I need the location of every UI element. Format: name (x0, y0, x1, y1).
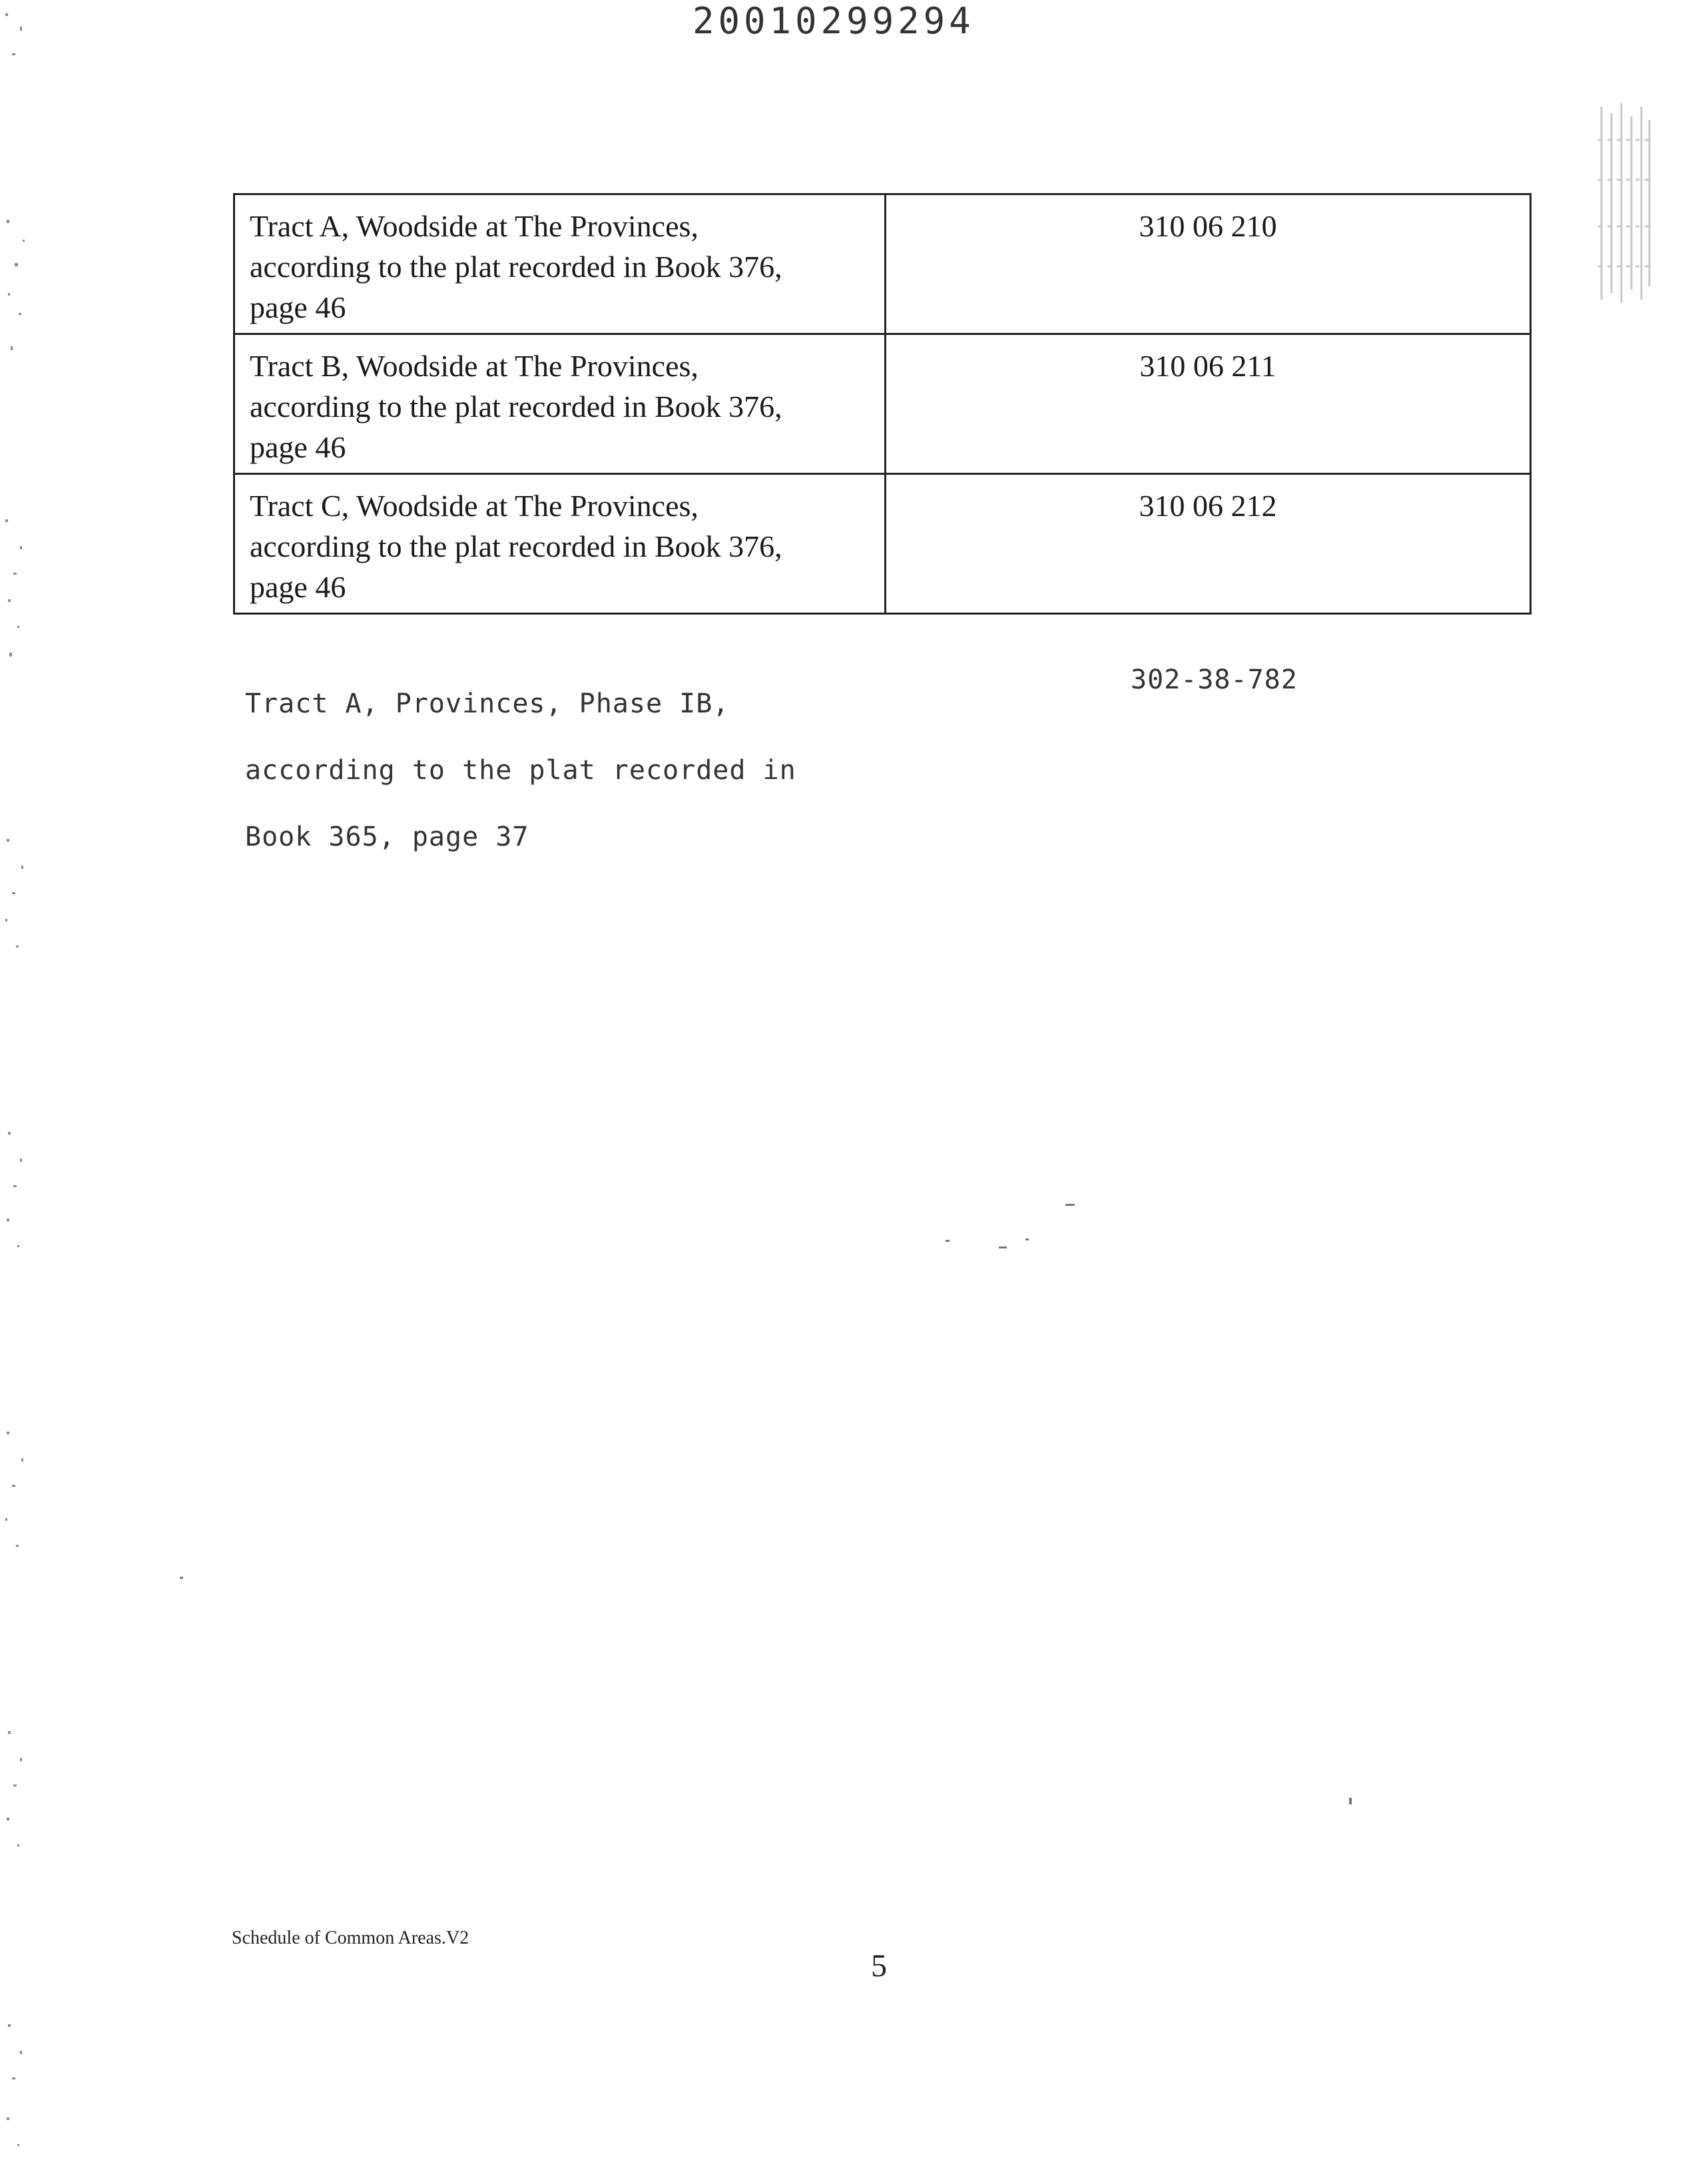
description-line: Tract A, Woodside at The Provinces, (250, 209, 699, 243)
tract-description-cell (234, 474, 886, 614)
description-line: according to the plat recorded in Book 376, (250, 390, 782, 423)
parcel-number-cell (886, 194, 1531, 334)
parcel-number: 310 06 210 (1139, 209, 1277, 243)
scan-mark (180, 1577, 183, 1579)
description-line: according to the plat recorded in (245, 755, 796, 786)
description-line: Tract B, Woodside at The Provinces, (250, 349, 699, 383)
scan-mark (946, 1240, 950, 1242)
common-areas-table (233, 193, 1532, 615)
page-number: 5 (871, 1948, 887, 1984)
description-line: page 46 (250, 570, 346, 604)
footer-label: Schedule of Common Areas.V2 (232, 1928, 469, 1948)
description-line: page 46 (250, 430, 346, 464)
tract-description-cell (234, 334, 886, 474)
parcel-number: 310 06 212 (1139, 489, 1277, 523)
scan-mark (1065, 1204, 1075, 1206)
description-line: Tract C, Woodside at The Provinces, (250, 489, 699, 523)
parcel-number-cell (886, 334, 1531, 474)
parcel-number-cell (886, 474, 1531, 614)
parcel-number: 310 06 211 (1139, 349, 1276, 383)
description-line: according to the plat recorded in Book 376, (250, 250, 782, 284)
table-row (234, 194, 1531, 334)
document-number: 20010299294 (693, 0, 975, 42)
extra-tract-description (245, 654, 844, 887)
table-row (234, 334, 1531, 474)
description-line: Book 365, page 37 (245, 822, 529, 852)
description-line: Tract A, Provinces, Phase IB, (245, 688, 730, 719)
recording-stamp-icon (1595, 100, 1655, 306)
scan-mark (1349, 1798, 1352, 1804)
description-line: page 46 (250, 290, 346, 324)
extra-parcel-number: 302-38-782 (1131, 665, 1298, 695)
table-row (234, 474, 1531, 614)
description-line: according to the plat recorded in Book 376, (250, 529, 782, 563)
scan-edge-noise (0, 0, 40, 2184)
scan-mark (999, 1246, 1007, 1248)
scan-mark (1025, 1238, 1029, 1240)
tract-description-cell (234, 194, 886, 334)
